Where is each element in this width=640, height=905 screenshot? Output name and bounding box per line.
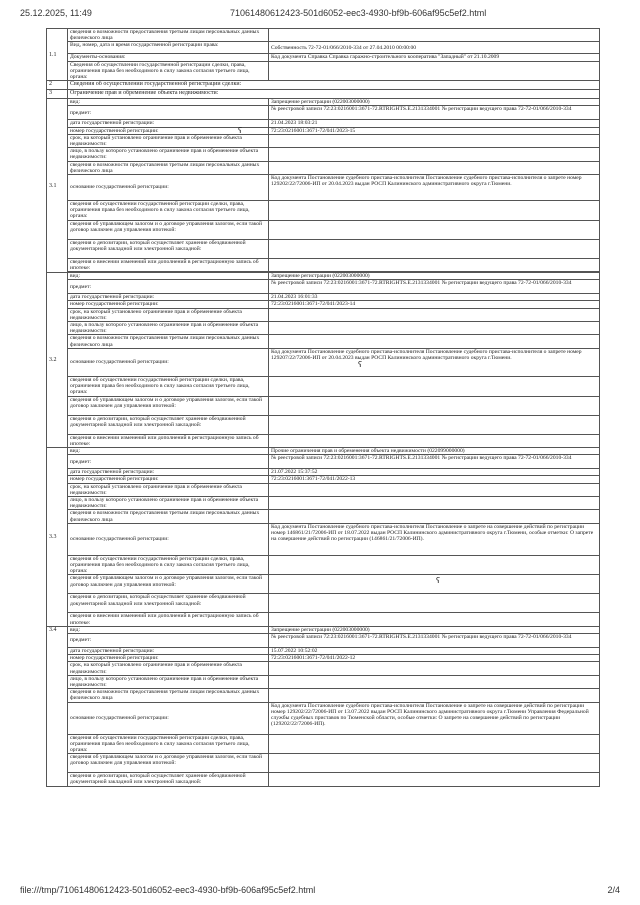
field-label: сведения о внесении изменений или дополнений в регистрационную запись об ипотеке: [68, 434, 269, 447]
field-label: Сведения об осуществлении государственной регистрации сделки, права, ограничения права без необходимого в силу закона согласия третьего лица, органа: [68, 61, 269, 81]
field-value: № реестровой записи 72:23:0216001:3671-72.RTRIGHTS.E.2131334001 № регистрации ведущего права 72-72-01/066/2010-334 [269, 633, 600, 647]
field-label: срок, на который установлено ограничение прав и обременение объекта недвижимости: [68, 308, 269, 321]
pen-mark-icon: ʕ [238, 126, 243, 135]
field-value: Код документа Справка Справка гаражно-строительного кооператива "Западный" от 21.10.2009 [269, 54, 600, 61]
field-label: лицо, в пользу которого установлено ограничение прав и обременение объекта недвижимости: [68, 496, 269, 509]
print-header [20, 8, 620, 22]
field-value: № реестровой записи 72:23:0216001:3671-72.RTRIGHTS.E.2131334001 № регистрации ведущего права 72-72-01/066/2010-334 [269, 455, 600, 469]
field-label: предмет: [68, 455, 269, 469]
field-label: Документы-основания: [68, 54, 269, 61]
row-number: 2 [47, 81, 68, 90]
field-label: номер государственной регистрации: [68, 476, 269, 483]
field-label: срок, на который установлено ограничение прав и обременение объекта недвижимости: [68, 662, 269, 675]
pen-mark-icon: ʕ [358, 360, 363, 369]
field-value: 21.07.2022 15:37:52 [269, 469, 600, 476]
field-value: Код документа Постановление судебного пристава-исполнителя Постановление о запрете на совершение действий по регистрации номер 129202/22/72006-ИП от 13.07.2022 выдан РОСП Калининского административного округа г.Тюмени Управления Федеральной службы судебных приставов по Тюменской области, особые отметки: О запрете на совершение действий по регистрации (129202/22/72006-ИП). [269, 702, 600, 734]
field-value: 15.07.2022 10:52:02 [269, 647, 600, 654]
field-label: вид: [68, 626, 269, 633]
field-label: сведения о возможности предоставления третьим лицам персональных данных физического лица [68, 29, 269, 42]
field-label: предмет: [68, 633, 269, 647]
print-footer [20, 885, 620, 899]
field-label: предмет: [68, 106, 269, 120]
pen-mark-icon: ʕ [436, 576, 441, 585]
field-value: 21.04.2023 16:01:33 [269, 294, 600, 301]
field-label: сведения об управляющем залогом и о договоре управления залогом, если такой договор заключен для управления ипотекой: [68, 396, 269, 415]
field-label: сведения об осуществлении государственной регистрации сделки, права, ограничения права без необходимого в силу закона согласия третьего лица, органа: [68, 555, 269, 575]
row-number: 3.1 [47, 99, 68, 273]
field-value: № реестровой записи 72:23:0216001:3671-72.RTRIGHTS.E.2131334001 № регистрации ведущего права 72-72-01/066/2010-334 [269, 280, 600, 294]
field-value: 72:23:0216001:3671-72/041/2022-12 [269, 655, 600, 662]
field-label: сведения об осуществлении государственной регистрации сделки, права, ограничения права без необходимого в силу закона согласия третьего лица, органа: [68, 201, 269, 221]
field-value: Запрещение регистрации (022003000000) [269, 99, 600, 106]
field-label: номер государственной регистрации: [68, 655, 269, 662]
field-label: основание государственной регистрации: [68, 702, 269, 734]
field-value: Прочие ограничения прав и обременения объекта недвижимости (022099000000) [269, 447, 600, 454]
field-label: предмет: [68, 280, 269, 294]
field-value: № реестровой записи 72:23:0216001:3671-72.RTRIGHTS.E.2131334001 № регистрации ведущего права 72-72-01/066/2010-334 [269, 106, 600, 120]
field-label: сведения о возможности предоставления третьим лицам персональных данных физического лица [68, 335, 269, 348]
field-label: срок, на который установлено ограничение прав и обременение объекта недвижимости: [68, 483, 269, 496]
page-number: 2/4 [607, 885, 620, 895]
field-label: сведения о депозитарии, который осуществляет хранение обездвиженной документарной закладной или электронной закладной: [68, 773, 269, 786]
field-label: сведения о внесении изменений или дополнений в регистрационную запись об ипотеке: [68, 613, 269, 626]
field-value: Код документа Постановление судебного пристава-исполнителя Постановление судебного пристава-исполнителя о запрете номер 129207/22/72006-ИП от 20.04.2023 выдан РОСП Калининского административного округа г.Тюмени. [269, 348, 600, 376]
field-label: сведения о возможности предоставления третьим лицам персональных данных физического лица [68, 510, 269, 523]
field-label: лицо, в пользу которого установлено ограничение прав и обременение объекта недвижимости: [68, 322, 269, 335]
field-label: дата государственной регистрации: [68, 469, 269, 476]
field-label: номер государственной регистрации: [68, 127, 269, 134]
field-label: сведения об управляющем залогом и о договоре управления залогом, если такой договор заключен для управления ипотекой: [68, 220, 269, 239]
row-number: 3.3 [47, 447, 68, 626]
row-number: 3.4 [47, 626, 68, 786]
field-label: дата государственной регистрации: [68, 294, 269, 301]
field-value: 72:23:0216001:3671-72/041/2023-15 [269, 127, 600, 134]
field-value: Собственность 72-72-01/066/2010-334 от 27.04.2010 00:00:00 [269, 42, 600, 54]
print-url: file:///tmp/71061480612423-501d6052-eec3-4930-bf9b-606af95c5ef2.html [20, 885, 316, 895]
row-number: 3.2 [47, 273, 68, 448]
field-label: дата государственной регистрации: [68, 647, 269, 654]
field-value: Запрещение регистрации (022003000000) [269, 626, 600, 633]
field-label: сведения о внесении изменений или дополнений в регистрационную запись об ипотеке: [68, 258, 269, 271]
field-value: Код документа Постановление судебного пристава-исполнителя Постановление судебного пристава-исполнителя о запрете номер 129202/22/72006-ИП от 20.04.2023 выдан РОСП Калининского административного округа г.Тюмени. [269, 175, 600, 201]
print-date: 25.12.2025, 11:49 [20, 8, 92, 18]
field-label: сведения об осуществлении государственной регистрации сделки, права, ограничения права без необходимого в силу закона согласия третьего лица, органа: [68, 734, 269, 754]
field-label: сведения об управляющем залогом и о договоре управления залогом, если такой договор заключен для управления ипотекой: [68, 575, 269, 594]
print-title: 71061480612423-501d6052-eec3-4930-bf9b-606af95c5ef2.html [230, 8, 487, 18]
field-label: сведения о депозитарии, который осуществляет хранение обездвиженной документарной закладной или электронной закладной: [68, 239, 269, 258]
field-label: срок, на который установлено ограничение прав и обременение объекта недвижимости: [68, 134, 269, 147]
field-label: сведения об управляющем залогом и о договоре управления залогом, если такой договор заключен для управления ипотекой: [68, 754, 269, 773]
field-label: основание государственной регистрации: [68, 348, 269, 376]
field-label: сведения о возможности предоставления третьим лицам персональных данных физического лица [68, 689, 269, 702]
field-label: сведения о возможности предоставления третьим лицам персональных данных физического лица [68, 161, 269, 174]
field-label: сведения о депозитарии, который осуществляет хранение обездвиженной документарной закладной или электронной закладной: [68, 594, 269, 613]
field-label: дата государственной регистрации: [68, 120, 269, 127]
egrn-extract-table [46, 28, 600, 787]
field-label: основание государственной регистрации: [68, 523, 269, 555]
field-value: 21.04.2023 18:03:21 [269, 120, 600, 127]
field-label: вид: [68, 447, 269, 454]
field-label: основание государственной регистрации: [68, 175, 269, 201]
field-label: лицо, в пользу которого установлено ограничение прав и обременение объекта недвижимости: [68, 148, 269, 161]
field-value: Код документа Постановление судебного пристава-исполнителя Постановление о запрете на совершение действий по регистрации номер 146861/21/72006-ИП от 18.07.2022 выдан РОСП Калининского административного округа г.Тюмени, особые отметки: О запрете на совершение действий по регистрации (146861/21/72006-ИП). [269, 523, 600, 555]
section-title: Сведения об осуществлении государственной регистрации сделки: [68, 81, 600, 90]
field-value: 72:23:0216001:3671-72/041/2022-13 [269, 476, 600, 483]
field-label: Вид, номер, дата и время государственной регистрации права: [68, 42, 269, 54]
field-label: номер государственной регистрации: [68, 301, 269, 308]
row-number: 1.1 [47, 29, 68, 81]
field-label: сведения об осуществлении государственной регистрации сделки, права, ограничения права без необходимого в силу закона согласия третьего лица, органа: [68, 376, 269, 396]
field-value: Запрещение регистрации (022003000000) [269, 273, 600, 280]
field-label: вид: [68, 99, 269, 106]
field-label: вид: [68, 273, 269, 280]
row-number: 3 [47, 90, 68, 99]
field-label: лицо, в пользу которого установлено ограничение прав и обременение объекта недвижимости: [68, 675, 269, 688]
field-value: 72:23:0216001:3671-72/041/2023-14 [269, 301, 600, 308]
field-label: сведения о депозитарии, который осуществляет хранение обездвиженной документарной закладной или электронной закладной: [68, 415, 269, 434]
section-title: Ограничение прав и обременение объекта недвижимости: [68, 90, 600, 99]
